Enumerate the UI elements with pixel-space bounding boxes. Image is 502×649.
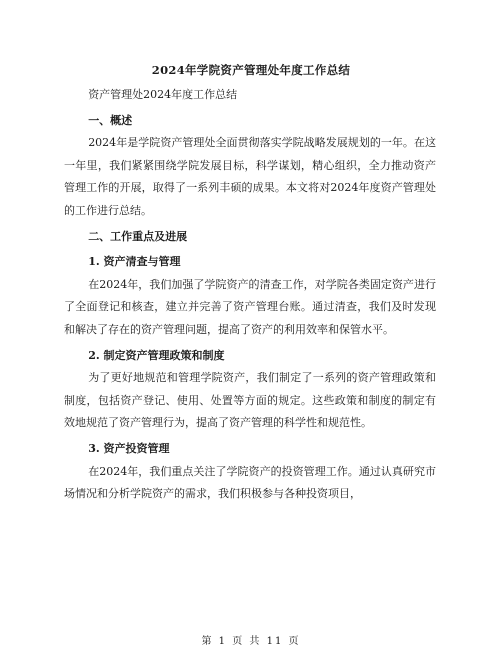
subsection-heading-investment: 3. 资产投资管理 [88,441,170,455]
section-heading-overview: 一、概述 [88,113,133,127]
document-subtitle: 资产管理处2024年度工作总结 [88,88,238,101]
asset-inventory-paragraph: 在2024年，我们加强了学院资产的清查工作，对学院各类固定资产进行了全面登记和核查，建立并完善了资产管理台账。通过清查，我们及时发现和解决了存在的资产管理问题，提高了资产的利用效率和保管水平。 [64,277,436,336]
subsection-heading-policy: 2. 制定资产管理政策和制度 [88,348,225,362]
document-body [64,84,436,506]
investment-paragraph: 在2024年，我们重点关注了学院资产的投资管理工作。通过认真研究市场情况和分析学院资产的需求，我们积极参与各种投资项目， [64,464,436,501]
section-heading-progress: 二、工作重点及进展 [88,229,188,243]
overview-paragraph: 2024年是学院资产管理处全面贯彻落实学院战略发展规划的一年。在这一年里，我们紧紧围绕学院发展目标，科学谋划，精心组织，全力推动资产管理工作的开展，取得了一系列丰硕的成果。本文将对2024年度资产管理处的工作进行总结。 [64,136,436,217]
subsection-heading-asset-inventory: 1. 资产清查与管理 [88,255,181,269]
policy-paragraph: 为了更好地规范和管理学院资产，我们制定了一系列的资产管理政策和制度，包括资产登记、使用、处置等方面的规定。这些政策和制度的制定有效地规范了资产管理行为，提高了资产管理的科学性和规范性。 [64,371,436,430]
document-title: 2024年学院资产管理处年度工作总结 [151,63,351,77]
page-number-footer: 第 1 页 共 11 页 [201,636,301,647]
